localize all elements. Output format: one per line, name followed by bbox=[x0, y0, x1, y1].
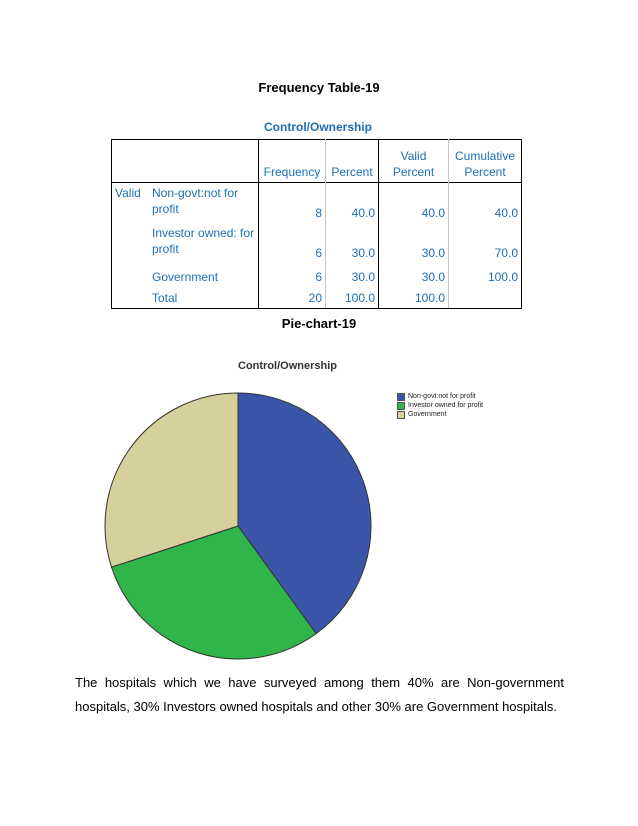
cell-frequency: 6 bbox=[259, 223, 326, 263]
row-label: Investor owned: for profit bbox=[149, 223, 259, 263]
chart-title: Control/Ownership bbox=[238, 360, 337, 372]
table-row bbox=[112, 263, 522, 287]
pie-chart bbox=[95, 380, 385, 670]
cell-cumulative-percent: 100.0 bbox=[449, 263, 522, 287]
cell-percent: 30.0 bbox=[326, 223, 379, 263]
cell-valid-percent: 30.0 bbox=[379, 263, 449, 287]
row-label: Total bbox=[149, 287, 259, 309]
table-heading: Frequency Table-19 bbox=[258, 80, 380, 95]
legend-swatch-2 bbox=[397, 411, 405, 419]
table-row bbox=[112, 223, 522, 263]
legend-swatch-0 bbox=[397, 393, 405, 401]
legend-label: Government bbox=[408, 411, 447, 418]
cell-frequency: 8 bbox=[259, 183, 326, 223]
legend-item bbox=[397, 401, 483, 410]
summary-paragraph: The hospitals which we have surveyed among them 40% are Non-government hospitals, 30% Investors owned hospitals and other 30% are Government hospitals. bbox=[75, 675, 564, 714]
pie-heading: Pie-chart-19 bbox=[281, 316, 357, 331]
col-header-valid-percent: Valid Percent bbox=[379, 140, 449, 183]
col-header-percent: Percent bbox=[326, 140, 379, 183]
row-label: Non-govt:not for profit bbox=[149, 183, 259, 223]
cell-valid-percent: 30.0 bbox=[379, 223, 449, 263]
chart-legend bbox=[397, 392, 483, 419]
legend-item bbox=[397, 410, 483, 419]
cell-percent: 100.0 bbox=[326, 287, 379, 309]
cell-cumulative-percent: 40.0 bbox=[449, 183, 522, 223]
table-row bbox=[112, 183, 522, 223]
cell-cumulative-percent: 70.0 bbox=[449, 223, 522, 263]
row-label: Government bbox=[149, 263, 259, 287]
cell-frequency: 6 bbox=[259, 263, 326, 287]
cell-frequency: 20 bbox=[259, 287, 326, 309]
legend-swatch-1 bbox=[397, 402, 405, 410]
cell-cumulative-percent bbox=[449, 287, 522, 309]
table-row bbox=[112, 287, 522, 309]
col-header-frequency: Frequency bbox=[259, 140, 326, 183]
legend-label: Non-govt:not for profit bbox=[408, 393, 476, 400]
group-label: Valid bbox=[112, 183, 150, 223]
frequency-table bbox=[111, 139, 522, 309]
cell-percent: 30.0 bbox=[326, 263, 379, 287]
col-header-cumulative-percent: Cumulative Percent bbox=[449, 140, 522, 183]
legend-item bbox=[397, 392, 483, 401]
cell-valid-percent: 40.0 bbox=[379, 183, 449, 223]
cell-percent: 40.0 bbox=[326, 183, 379, 223]
table-caption: Control/Ownership bbox=[264, 120, 372, 134]
legend-label: Investor owned for profit bbox=[408, 402, 484, 409]
cell-valid-percent: 100.0 bbox=[379, 287, 449, 309]
